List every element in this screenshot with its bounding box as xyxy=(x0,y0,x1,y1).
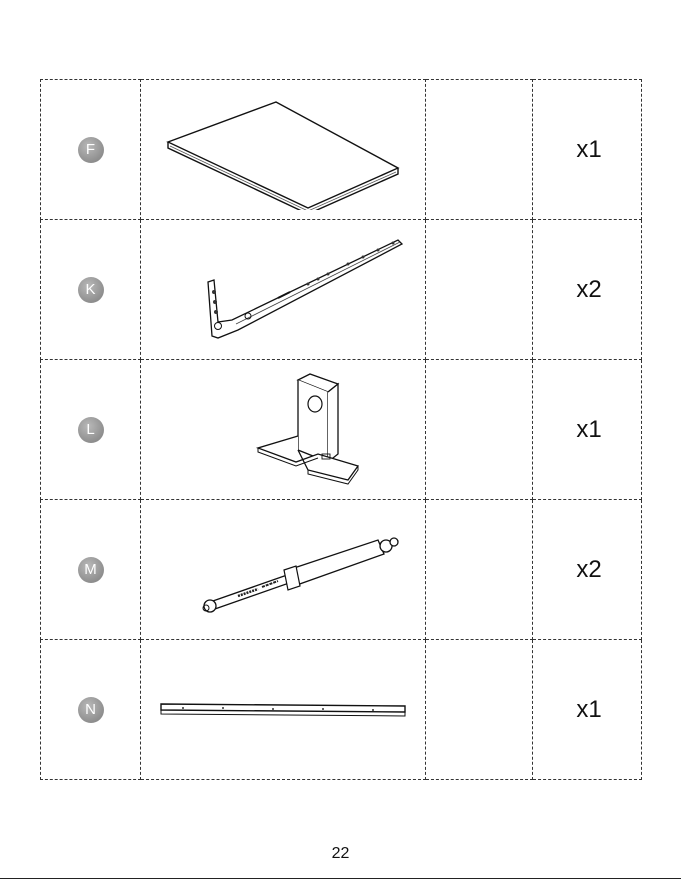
quantity-cell xyxy=(533,360,642,500)
part-letter-cell xyxy=(41,640,141,780)
blank-cell xyxy=(426,360,533,500)
gas-strut-icon xyxy=(158,510,408,630)
parts-table xyxy=(40,79,642,780)
part-letter-cell xyxy=(41,360,141,500)
table-row xyxy=(41,360,642,500)
quantity-cell xyxy=(533,220,642,360)
part-image-cell xyxy=(141,360,426,500)
part-letter-badge: K xyxy=(78,277,104,303)
table-row xyxy=(41,640,642,780)
part-letter-badge: N xyxy=(78,697,104,723)
blank-cell xyxy=(426,220,533,360)
bracket-arm-icon xyxy=(158,230,408,350)
part-image-cell xyxy=(141,500,426,640)
page-number: 22 xyxy=(331,845,350,862)
table-row xyxy=(41,500,642,640)
part-quantity: x1 xyxy=(576,415,602,443)
quantity-cell xyxy=(533,640,642,780)
l-bracket-icon xyxy=(158,370,408,490)
rail-bar-icon xyxy=(153,690,413,730)
part-image-cell xyxy=(141,80,426,220)
flat-panel-icon xyxy=(158,90,408,210)
blank-cell xyxy=(426,500,533,640)
blank-cell xyxy=(426,80,533,220)
part-quantity: x2 xyxy=(576,555,602,583)
part-letter-badge: L xyxy=(78,417,104,443)
quantity-cell xyxy=(533,80,642,220)
quantity-cell xyxy=(533,500,642,640)
part-letter-cell xyxy=(41,220,141,360)
part-quantity: x2 xyxy=(576,275,602,303)
part-quantity: x1 xyxy=(576,695,602,723)
part-quantity: x1 xyxy=(576,135,602,163)
part-letter-cell xyxy=(41,80,141,220)
part-letter-badge: F xyxy=(78,137,104,163)
blank-cell xyxy=(426,640,533,780)
table-row xyxy=(41,80,642,220)
table-row xyxy=(41,220,642,360)
bottom-rule xyxy=(0,878,681,879)
part-letter-cell xyxy=(41,500,141,640)
part-letter-badge: M xyxy=(78,557,104,583)
part-image-cell xyxy=(141,220,426,360)
part-image-cell xyxy=(141,640,426,780)
